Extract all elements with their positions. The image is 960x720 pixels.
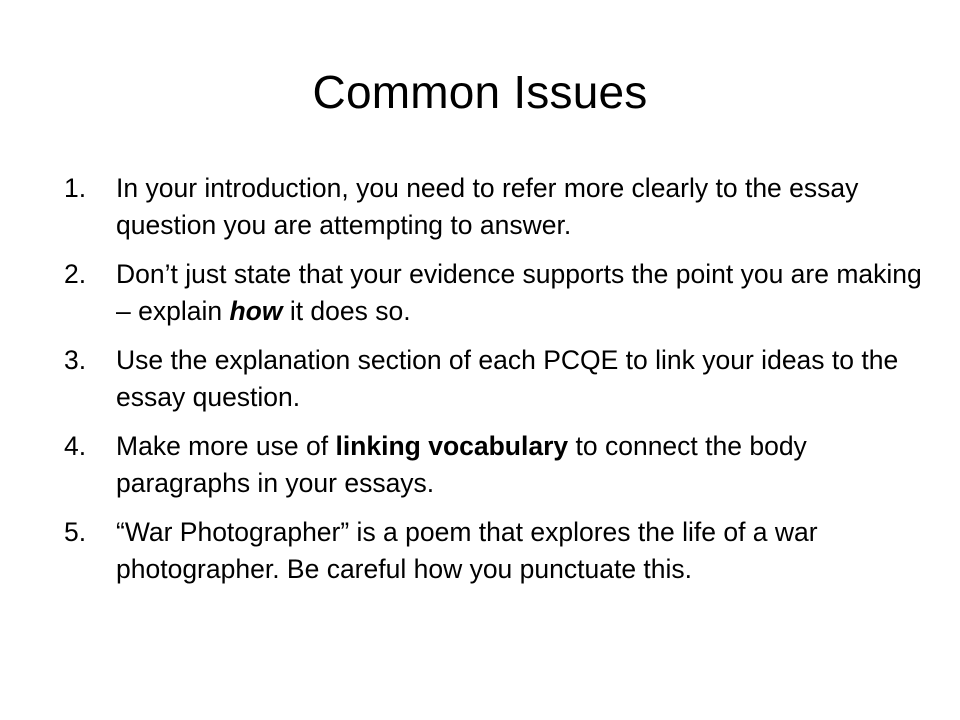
issue-text: [116, 431, 807, 498]
issue-text-part: In your introduction, you need to refer more clearly to the essay question you are attempting to answer.: [116, 173, 859, 240]
issue-text-part: to connect the body paragraphs in your essays.: [116, 431, 807, 498]
issue-text: [116, 517, 818, 584]
issue-item-4: [64, 428, 924, 502]
issue-item-5: [64, 514, 924, 588]
issue-text-part: Make more use of: [116, 431, 336, 461]
issue-text-part: it does so.: [282, 296, 411, 326]
issue-list: [64, 170, 924, 600]
issue-number: 3.: [64, 345, 87, 375]
issue-item-3: [64, 342, 924, 416]
issue-text: [116, 173, 858, 240]
issue-text-part: Use the explanation section of each PCQE to link your ideas to the essay question.: [116, 345, 899, 412]
issue-number: 5.: [64, 517, 87, 547]
emphasis-how: how: [229, 296, 283, 326]
emphasis-linking-vocabulary: linking vocabulary: [335, 431, 569, 461]
issue-number: 4.: [64, 431, 87, 461]
issue-item-2: [64, 256, 924, 330]
issue-number: 1.: [64, 173, 87, 203]
issue-item-1: [64, 170, 924, 244]
issue-text-part: “War Photographer” is a poem that explores the life of a war photographer. Be careful how you punctuate this.: [116, 517, 818, 584]
issue-number: 2.: [64, 259, 87, 289]
issue-text: [116, 345, 898, 412]
issue-text-part: Don’t just state that your evidence supports the point you are making – explain: [116, 259, 922, 326]
slide-title: Common Issues: [312, 66, 648, 118]
issue-text: [116, 259, 922, 326]
